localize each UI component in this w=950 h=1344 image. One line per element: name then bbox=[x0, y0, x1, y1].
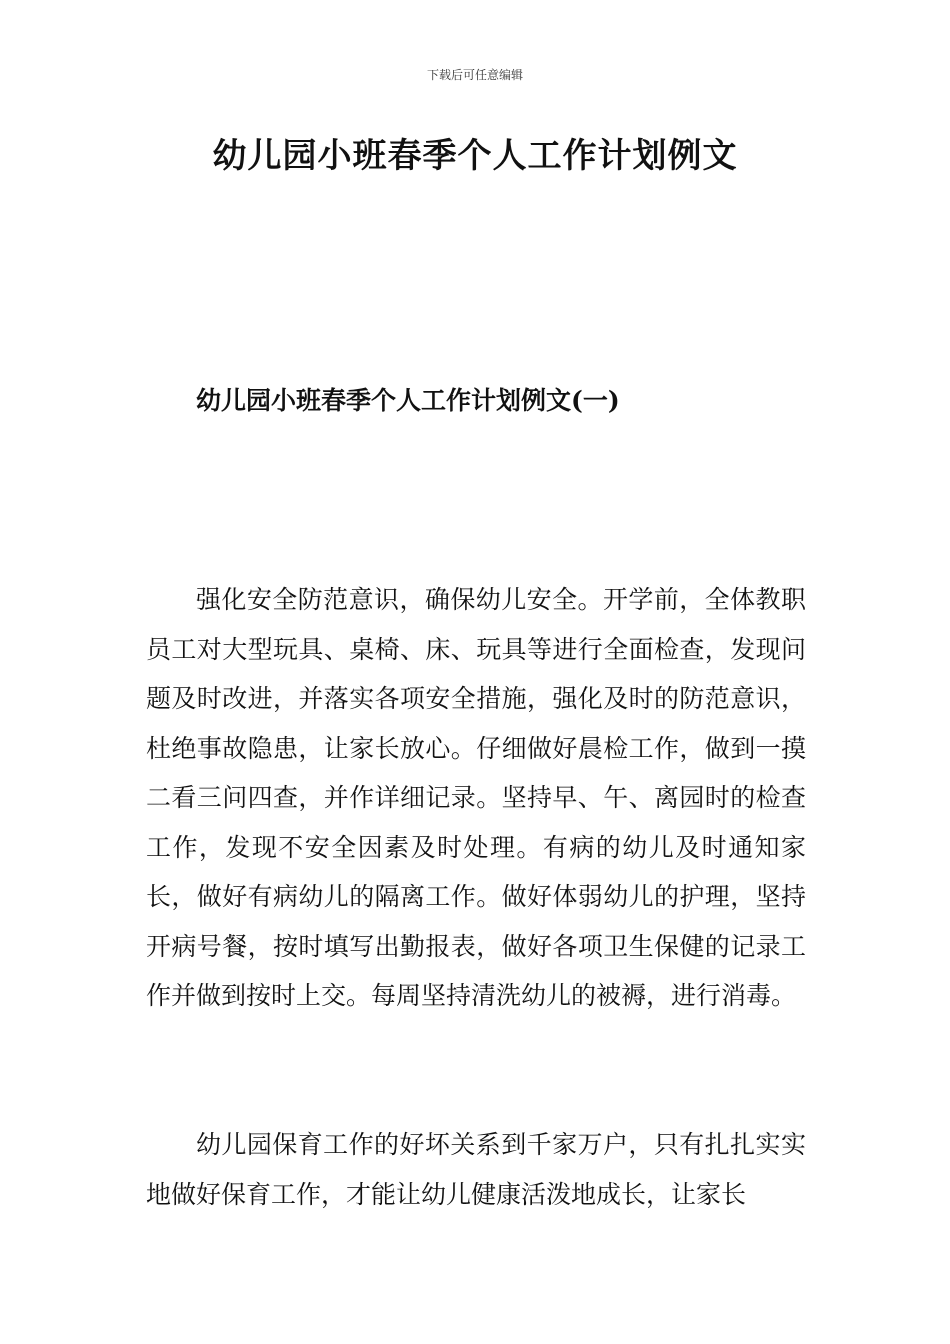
document-title: 幼儿园小班春季个人工作计划例文 bbox=[212, 136, 738, 176]
body-paragraph-1: 强化安全防范意识，确保幼儿安全。开学前，全体教职员工对大型玩具、桌椅、床、玩具等进行全面检查，发现问题及时改进，并落实各项安全措施，强化及时的防范意识，杜绝事故隐患，让家长放心。仔细做好晨检工作，做到一摸二看三问四查，并作详细记录。坚持早、午、离园时的检查工作，发现不安全因素及时处理。有病的幼儿及时通知家长，做好有病幼儿的隔离工作。做好体弱幼儿的护理，坚持开病号餐，按时填写出勤报表，做好各项卫生保健的记录工作并做到按时上交。每周坚持清洗幼儿的被褥，进行消毒。 bbox=[146, 585, 806, 1010]
header-note: 下载后可任意编辑 bbox=[426, 68, 523, 82]
section-heading: 幼儿园小班春季个人工作计划例文(一) bbox=[196, 386, 620, 415]
body-paragraph-2: 幼儿园保育工作的好坏关系到千家万户，只有扎扎实实地做好保育工作，才能让幼儿健康活泼地成长，让家长 bbox=[146, 1130, 806, 1209]
